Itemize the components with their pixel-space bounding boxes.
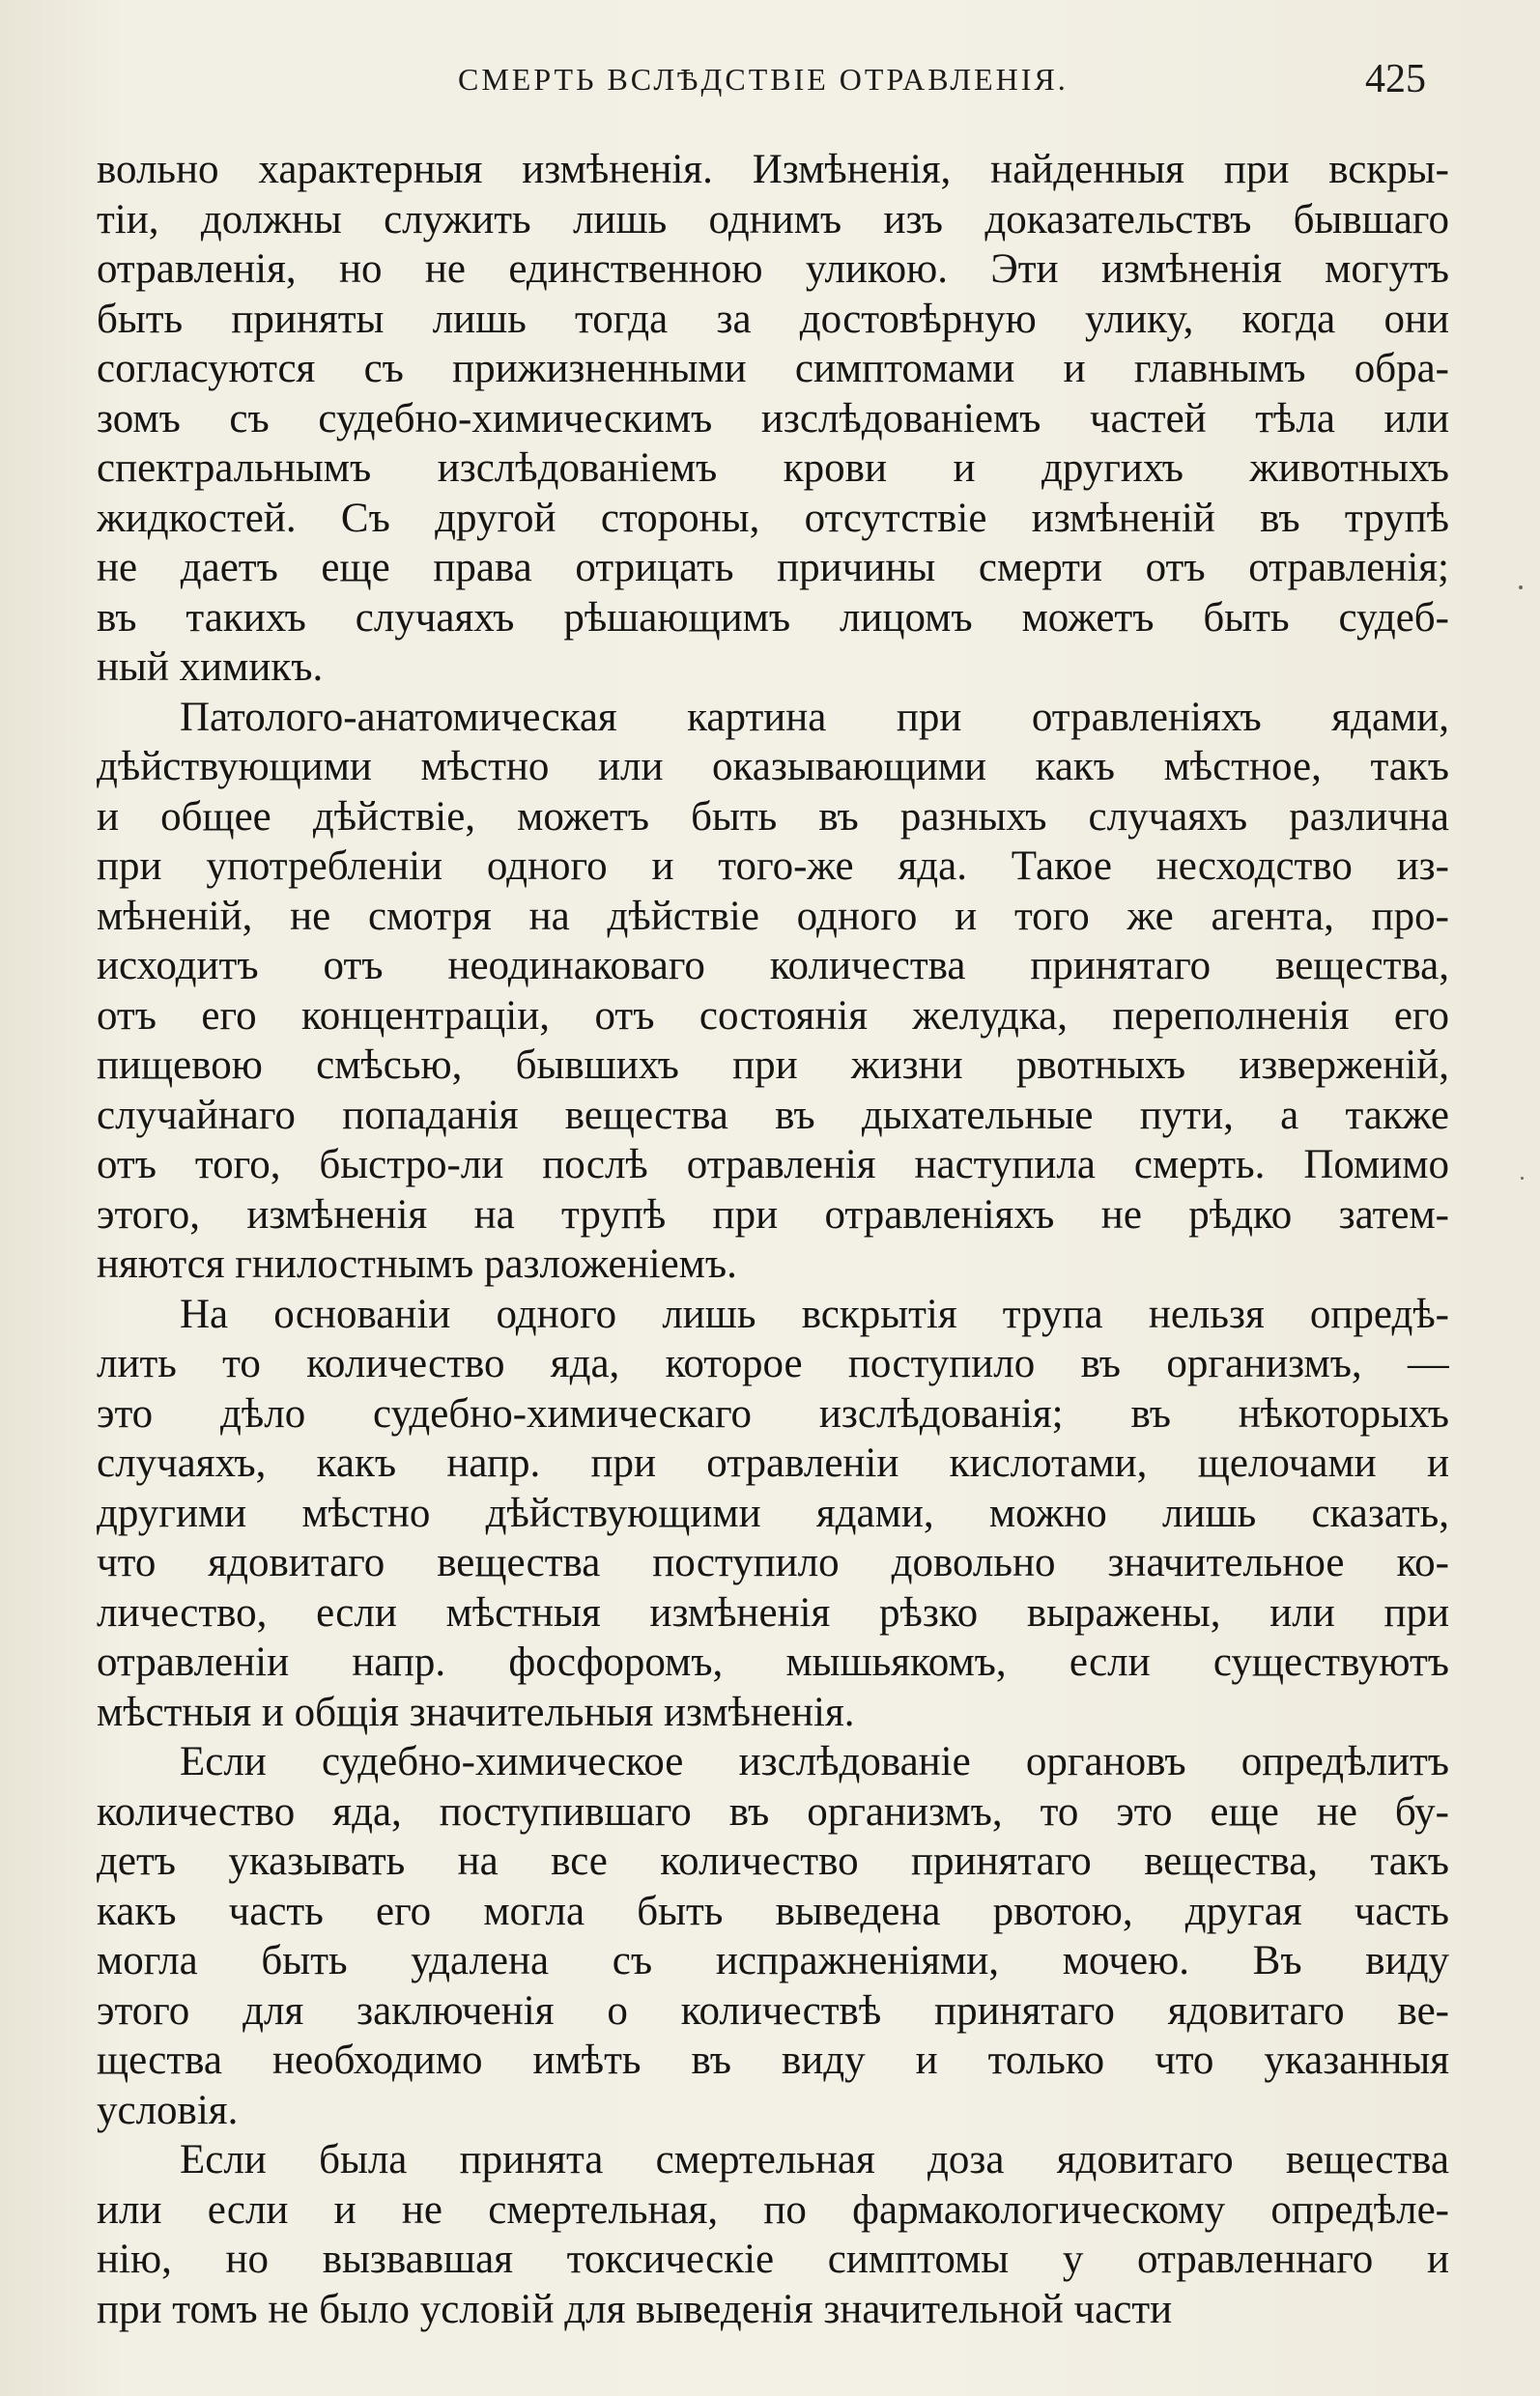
text-line: ный химикъ. [97, 644, 324, 690]
text-line: какъ часть его могла быть выведена рвотою, другая часть [97, 1888, 1449, 1934]
paragraph [97, 693, 1449, 1290]
paragraph [97, 145, 1449, 693]
text-line: не даетъ еще права отрицать причины смерти отъ отравленія; [97, 545, 1449, 590]
paragraph [97, 1737, 1449, 2135]
page-number: 425 [1365, 57, 1426, 101]
text-line: нію, но вызвавшая токсическіе симптомы у отравленнаго и [97, 2237, 1449, 2282]
text-line: случайнаго попаданія вещества въ дыхательные пути, а также [97, 1092, 1449, 1138]
text-line: случаяхъ, какъ напр. при отравленіи кислотами, щелочами и [97, 1440, 1449, 1486]
text-line: отравленіи напр. фосфоромъ, мышьякомъ, если существуютъ [97, 1640, 1449, 1685]
text-line: и общее дѣйствіе, можетъ быть въ разныхъ случаяхъ различна [97, 793, 1449, 840]
text-line: или если и не смертельная, по фармакологическому опредѣле- [97, 2186, 1449, 2233]
text-line: могла быть удалена съ испражненіями, мочею. Въ виду [97, 1938, 1449, 1983]
text-line: пищевою смѣсью, бывшихъ при жизни рвотныхъ изверженій, [97, 1042, 1449, 1088]
paper-speck [1521, 1177, 1524, 1180]
paragraph [97, 2135, 1449, 2334]
text-line: Патолого-анатомическая картина при отравленіяхъ ядами, [180, 694, 1449, 740]
text-line: личество, если мѣстныя измѣненія рѣзко выражены, или при [97, 1589, 1449, 1636]
text-line: тіи, должны служить лишь однимъ изъ доказательствъ бывшаго [97, 196, 1449, 242]
text-line: исходитъ отъ неодинаковаго количества принятаго вещества, [97, 943, 1449, 988]
text-line: дѣйствующими мѣстно или оказывающими какъ мѣстное, такъ [97, 744, 1449, 789]
body-text [97, 145, 1449, 2334]
text-line: мѣстныя и общія значительныя измѣненія. [97, 1689, 855, 1735]
text-line: быть приняты лишь тогда за достовѣрную улику, когда они [97, 296, 1449, 342]
text-line: согласуются съ прижизненными симптомами и главнымъ обра- [97, 346, 1449, 391]
text-line: въ такихъ случаяхъ рѣшающимъ лицомъ можетъ быть судеб- [97, 594, 1449, 641]
running-header [93, 56, 1445, 114]
running-title: СМЕРТЬ ВСЛѢДСТВІЕ ОТРАВЛЕНІЯ. [458, 62, 1069, 97]
text-line: щества необходимо имѣть въ виду и только что указанныя [97, 2038, 1449, 2083]
text-line: условія. [97, 2087, 239, 2133]
text-line: отъ его концентраціи, отъ состоянія желудка, переполненія его [97, 992, 1449, 1039]
text-line: Если была принята смертельная доза ядовитаго вещества [180, 2137, 1449, 2182]
text-line: няются гнилостнымъ разложеніемъ. [97, 1241, 737, 1287]
text-line: это дѣло судебно-химическаго изслѣдованія; въ нѣкоторыхъ [97, 1390, 1449, 1437]
text-line: этого для заключенія о количествѣ принятаго ядовитаго ве- [97, 1987, 1449, 2034]
text-line: На основаніи одного лишь вскрытія трупа нельзя опредѣ- [180, 1291, 1449, 1337]
text-line: при употребленіи одного и того-же яда. Такое несходство из- [97, 843, 1449, 889]
text-line: другими мѣстно дѣйствующими ядами, можно лишь сказать, [97, 1490, 1449, 1536]
text-line: что ядовитаго вещества поступило довольно значительное ко- [97, 1540, 1449, 1585]
text-line: Если судебно-химическое изслѣдованіе органовъ опредѣлитъ [180, 1739, 1449, 1784]
paper-speck [1519, 585, 1523, 589]
text-line: отравленія, но не единственною уликою. Эти измѣненія могутъ [97, 246, 1449, 292]
text-line: спектральнымъ изслѣдованіемъ крови и другихъ животныхъ [97, 445, 1449, 491]
text-line: лить то количество яда, которое поступило въ организмъ, — [97, 1341, 1449, 1386]
text-line: этого, измѣненія на трупѣ при отравленіяхъ не рѣдко затем- [97, 1191, 1449, 1238]
text-line: при томъ не было условій для выведенія значительной части [97, 2286, 1173, 2332]
text-line: количество яда, поступившаго въ организмъ, то это еще не бу- [97, 1788, 1449, 1835]
text-line: жидкостей. Съ другой стороны, отсутствіе измѣненій въ трупѣ [97, 495, 1449, 541]
text-line: зомъ съ судебно-химическимъ изслѣдованіемъ частей тѣла или [97, 395, 1449, 442]
text-line: отъ того, быстро-ли послѣ отравленія наступила смерть. Помимо [97, 1142, 1449, 1187]
text-line: мѣненій, не смотря на дѣйствіе одного и того же агента, про- [97, 893, 1449, 939]
text-line: детъ указывать на все количество принятаго вещества, такъ [97, 1839, 1449, 1884]
paragraph [97, 1290, 1449, 1738]
text-line: вольно характерныя измѣненія. Измѣненія, найденныя при вскры- [97, 147, 1449, 192]
